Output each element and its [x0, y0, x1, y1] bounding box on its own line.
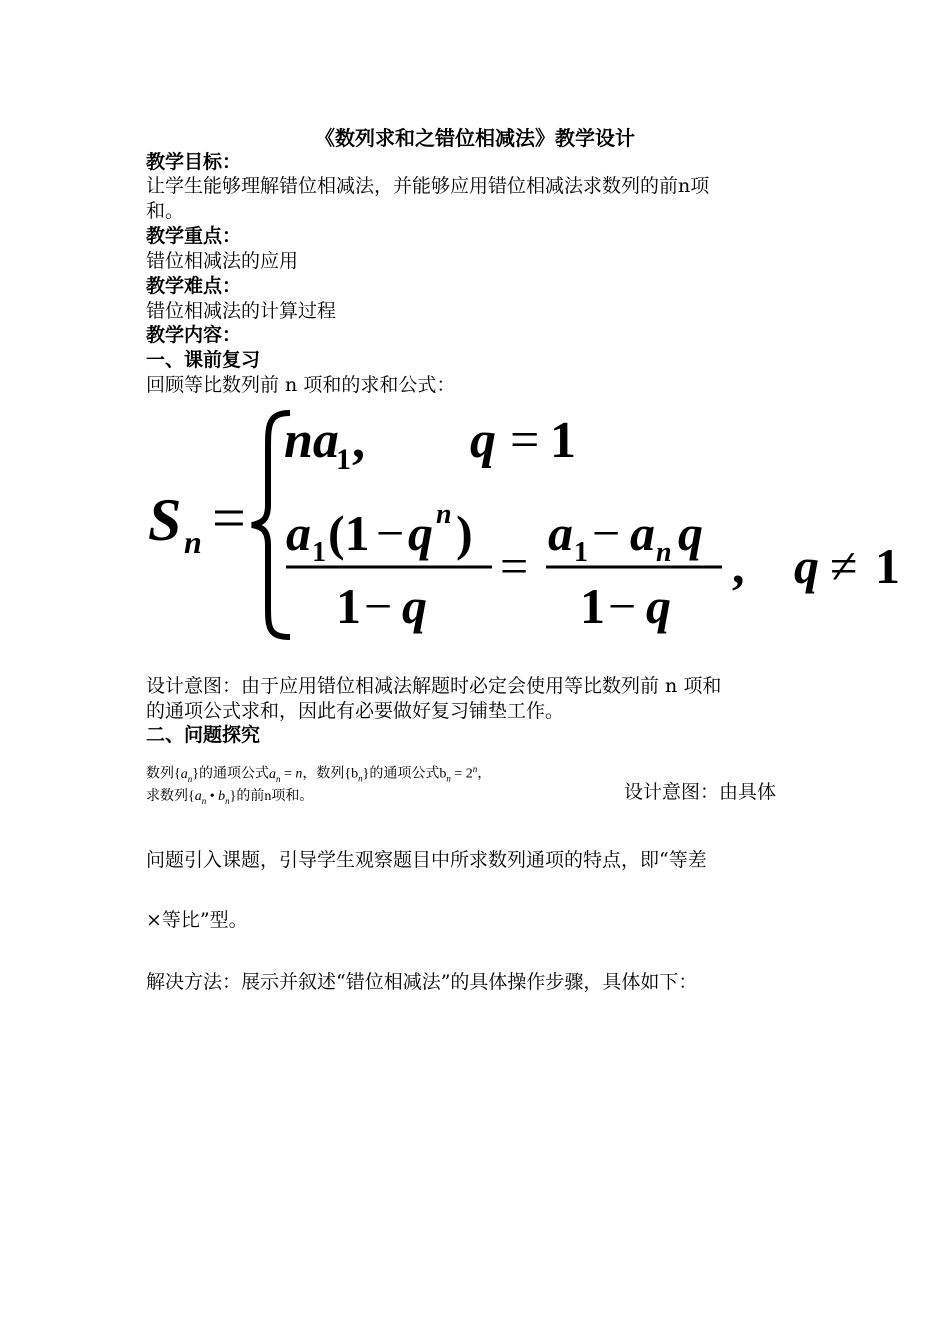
svg-text:a: a	[548, 505, 573, 561]
formula-case2-cond: q	[794, 538, 819, 594]
geometric-sum-formula	[140, 405, 910, 645]
explore-intent-line-2: 问题引入课题，引导学生观察题目中所求数列通项的特点，即“等差	[146, 849, 707, 871]
review-text: 回顾等比数列前 n 项和的求和公式：	[146, 374, 456, 396]
svg-text:a: a	[630, 505, 655, 561]
svg-text:1: 1	[336, 578, 361, 634]
svg-text:=: =	[510, 412, 540, 469]
formula-lhs: S	[148, 487, 182, 553]
svg-text:−: −	[376, 505, 405, 561]
svg-text:1: 1	[550, 412, 576, 469]
svg-text:q: q	[408, 505, 433, 561]
svg-text:n: n	[436, 499, 452, 530]
svg-text:,: ,	[352, 412, 365, 469]
svg-text:−: −	[608, 578, 637, 634]
svg-text:−: −	[592, 505, 621, 561]
problem-line-1: 数列$\{a_n\}$的通项公式$a_n = n$，数列$\{b_n\}$的通项公式$b_n = 2^n$，	[146, 764, 492, 784]
document-title: 《数列求和之错位相减法》教学设计	[315, 126, 635, 150]
svg-text:q: q	[402, 578, 427, 634]
svg-text:=: =	[500, 538, 529, 594]
formula-equals: =	[212, 485, 246, 551]
svg-text:q: q	[678, 505, 703, 561]
svg-text:a: a	[286, 505, 311, 561]
content-heading: 教学内容：	[146, 324, 242, 346]
review-heading: 一、课前复习	[146, 349, 261, 371]
svg-text:(1: (1	[328, 505, 370, 561]
svg-text:q: q	[470, 412, 496, 469]
svg-text:,: ,	[732, 538, 745, 594]
formula-case1: na	[284, 412, 339, 469]
difficulty-text: 错位相减法的计算过程	[146, 300, 337, 322]
key-text: 错位相减法的应用	[146, 250, 299, 272]
svg-text:1: 1	[574, 537, 588, 568]
svg-text:−: −	[364, 578, 393, 634]
method-text: 解决方法：展示并叙述“错位相减法”的具体操作步骤，具体如下：	[146, 971, 698, 993]
difficulty-heading: 教学难点：	[146, 275, 242, 297]
explore-intent-line-1: 设计意图：由具体	[624, 781, 777, 803]
explore-heading: 二、问题探究	[146, 724, 261, 746]
goal-heading: 教学目标：	[146, 151, 242, 173]
svg-text:q: q	[646, 578, 671, 634]
key-heading: 教学重点：	[146, 225, 242, 247]
explore-intent-line-3: ×等比”型。	[146, 909, 248, 931]
svg-text:1: 1	[336, 443, 351, 476]
problem-line-2: 求数列{$a_n$ • $b_n$}的前n项和。	[146, 789, 314, 806]
svg-text:1: 1	[312, 537, 326, 568]
svg-text:≠: ≠	[830, 538, 858, 594]
goal-text-line-2: 和。	[146, 200, 185, 222]
svg-text:n: n	[656, 537, 672, 568]
review-intent-line-2: 的通项公式求和，因此有必要做好复习铺垫工作。	[146, 700, 565, 722]
svg-text:1: 1	[580, 578, 605, 634]
review-intent-line-1: 设计意图：由于应用错位相减法解题时必定会使用等比数列前 n 项和	[146, 675, 722, 697]
svg-text:): )	[456, 505, 473, 561]
svg-text:1: 1	[875, 538, 900, 594]
goal-text-line-1: 让学生能够理解错位相减法，并能够应用错位相减法求数列的前n项	[146, 175, 710, 197]
formula-lhs-sub: n	[184, 524, 202, 560]
